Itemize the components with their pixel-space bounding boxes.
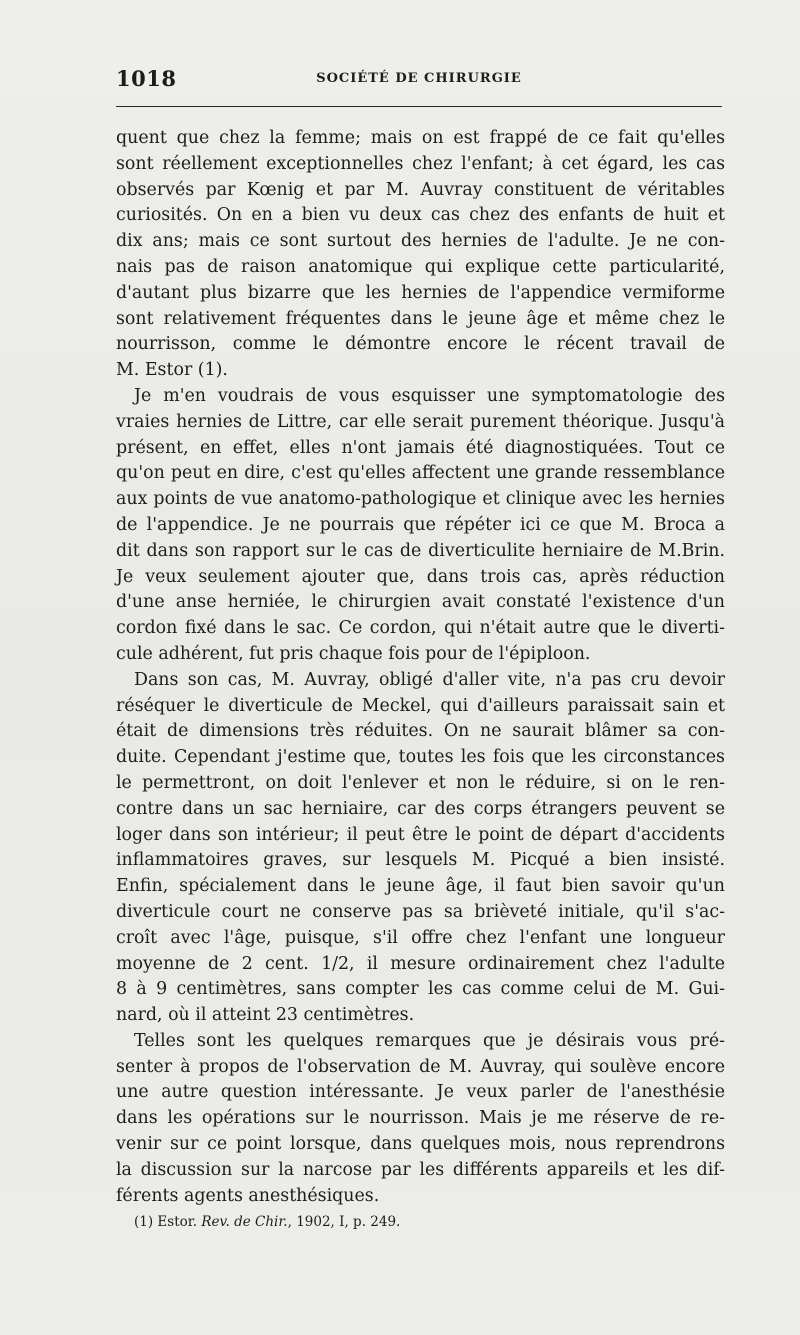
- text-line: contre dans un sac herniaire, car des corps étrangers peuvent se: [116, 798, 725, 819]
- text-line: Enfin, spécialement dans le jeune âge, il faut bien savoir qu'un: [116, 876, 725, 897]
- text-line: sont réellement exceptionnelles chez l'enfant; à cet égard, les cas: [116, 153, 725, 174]
- footnote: [134, 1214, 400, 1230]
- text-line: cordon fixé dans le sac. Ce cordon, qui n'était autre que le diverti-: [116, 618, 725, 639]
- text-line: curiosités. On en a bien vu deux cas chez des enfants de huit et: [116, 205, 725, 226]
- text-line: diverticule court ne conserve pas sa brièveté initiale, qu'il s'ac-: [116, 901, 725, 922]
- footnote-prefix: (1) Estor.: [134, 1214, 202, 1230]
- text-line: inflammatoires graves, sur lesquels M. Picqué a bien insisté.: [116, 850, 725, 871]
- text-line: cule adhérent, fut pris chaque fois pour de l'épiploon.: [116, 643, 591, 664]
- text-line: M. Estor (1).: [116, 360, 228, 381]
- text-line: qu'on peut en dire, c'est qu'elles affectent une grande ressemblance: [116, 463, 725, 484]
- text-line: duite. Cependant j'estime que, toutes les fois que les circonstances: [116, 747, 725, 768]
- text-line: 8 à 9 centimètres, sans compter les cas comme celui de M. Gui-: [116, 979, 725, 1000]
- text-line: le permettront, on doit l'enlever et non le réduire, si on le ren-: [116, 772, 725, 793]
- text-line: dit dans son rapport sur le cas de diverticulite herniaire de M.Brin.: [116, 540, 725, 561]
- text-line: Telles sont les quelques remarques que je désirais vous pré-: [134, 1030, 725, 1051]
- text-line: nard, où il atteint 23 centimètres.: [116, 1005, 415, 1026]
- text-line: réséquer le diverticule de Meckel, qui d'ailleurs paraissait sain et: [116, 695, 725, 716]
- text-line: moyenne de 2 cent. 1/2, il mesure ordinairement chez l'adulte: [116, 953, 725, 974]
- text-line: Je m'en voudrais de vous esquisser une symptomatologie des: [134, 385, 725, 406]
- footnote-suffix: , 1902, I, p. 249.: [287, 1214, 401, 1230]
- text-line: venir sur ce point lorsque, dans quelques mois, nous reprendrons: [116, 1134, 725, 1155]
- text-line: loger dans son intérieur; il peut être le point de départ d'accidents: [116, 824, 725, 845]
- text-line: présent, en effet, elles n'ont jamais été diagnostiquées. Tout ce: [116, 437, 725, 458]
- running-title: SOCIÉTÉ DE CHIRURGIE: [316, 71, 522, 86]
- page-number: 1018: [116, 66, 177, 91]
- text-line: d'une anse herniée, le chirurgien avait constaté l'existence d'un: [116, 592, 725, 613]
- header-rule: [116, 106, 722, 107]
- footnote-journal: Rev. de Chir.: [201, 1214, 288, 1230]
- text-line: était de dimensions très réduites. On ne saurait blâmer sa con-: [116, 721, 725, 742]
- text-line: nais pas de raison anatomique qui explique cette particularité,: [116, 256, 725, 277]
- text-line: férents agents anesthésiques.: [116, 1185, 380, 1206]
- text-line: la discussion sur la narcose par les différents appareils et les dif-: [116, 1159, 725, 1180]
- text-line: aux points de vue anatomo-pathologique et clinique avec les hernies: [116, 489, 725, 510]
- text-line: sont relativement fréquentes dans le jeune âge et même chez le: [116, 308, 725, 329]
- text-line: une autre question intéressante. Je veux parler de l'anesthésie: [116, 1082, 725, 1103]
- text-line: de l'appendice. Je ne pourrais que répéter ici ce que M. Broca a: [116, 514, 725, 535]
- text-line: quent que chez la femme; mais on est frappé de ce fait qu'elles: [116, 128, 725, 148]
- text-line: dans les opérations sur le nourrisson. Mais je me réserve de re-: [116, 1108, 725, 1129]
- text-line: observés par Kœnig et par M. Auvray constituent de véritables: [116, 179, 725, 200]
- page-header: [116, 66, 722, 94]
- body-text: [116, 126, 725, 1209]
- text-line: croît avec l'âge, puisque, s'il offre chez l'enfant une longueur: [116, 927, 725, 948]
- text-line: senter à propos de l'observation de M. Auvray, qui soulève encore: [116, 1056, 725, 1077]
- text-line: Je veux seulement ajouter que, dans trois cas, après réduction: [116, 566, 725, 587]
- text-line: vraies hernies de Littre, car elle serait purement théorique. Jusqu'à: [116, 411, 725, 432]
- text-line: dix ans; mais ce sont surtout des hernies de l'adulte. Je ne con-: [116, 231, 725, 252]
- text-line: Dans son cas, M. Auvray, obligé d'aller vite, n'a pas cru devoir: [134, 669, 725, 690]
- text-line: d'autant plus bizarre que les hernies de l'appendice vermiforme: [116, 282, 725, 303]
- text-line: nourrisson, comme le démontre encore le récent travail de: [116, 334, 725, 355]
